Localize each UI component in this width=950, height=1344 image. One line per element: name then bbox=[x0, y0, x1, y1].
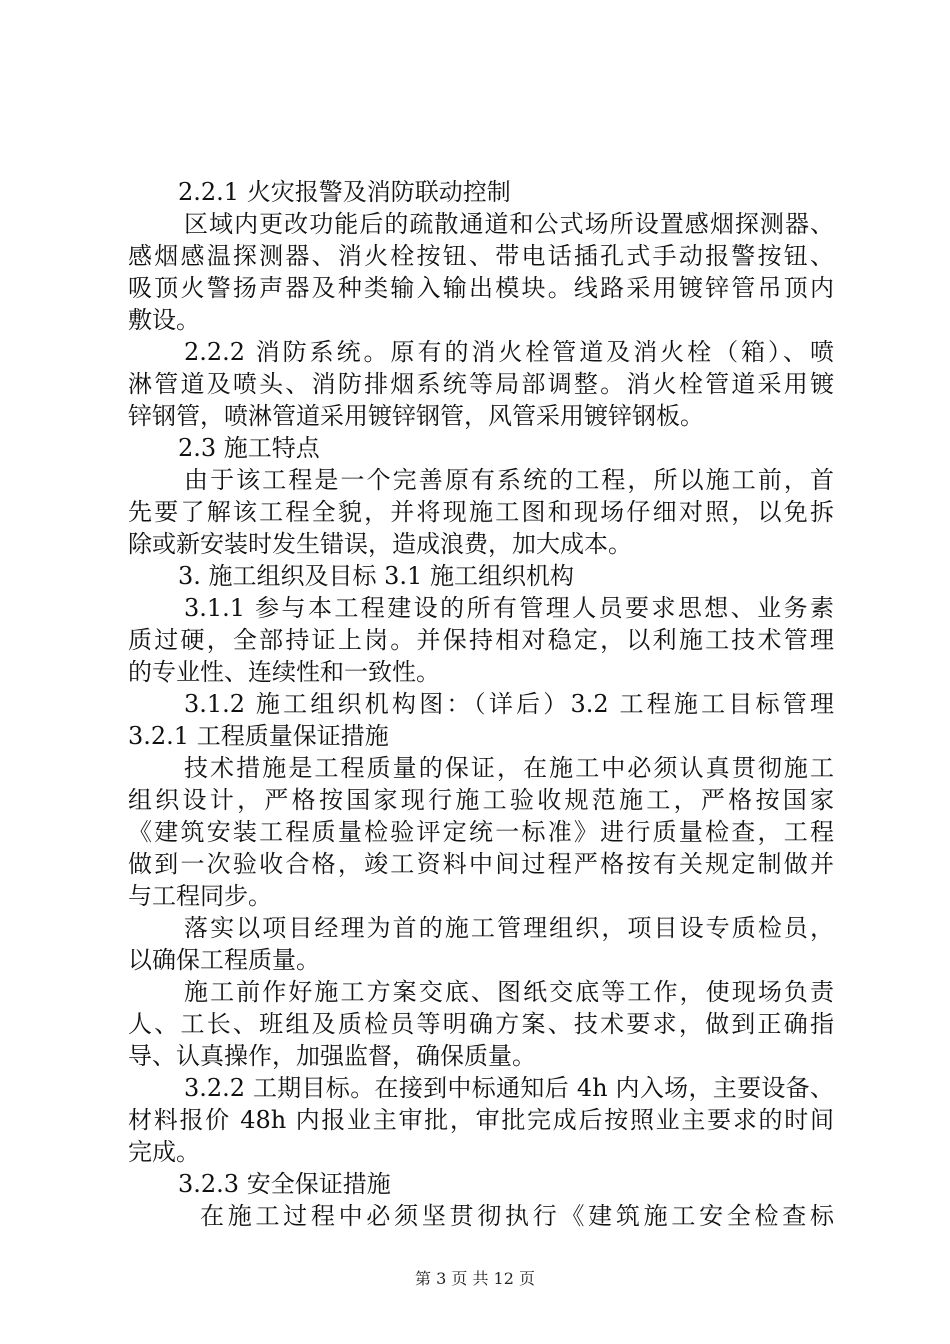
paragraph-line: 组织设计，严格按国家现行施工验收规范施工，严格按国家 bbox=[128, 786, 834, 814]
paragraph-line: 与工程同步。 bbox=[128, 882, 272, 910]
heading-3-2-1: 3.2.1 工程质量保证措施 bbox=[128, 722, 389, 750]
paragraph-line: 的专业性、连续性和一致性。 bbox=[128, 658, 440, 686]
paragraph-line: 3.1.1 参与本工程建设的所有管理人员要求思想、业务素 bbox=[184, 594, 834, 622]
heading-3: 3. 施工组织及目标 3.1 施工组织机构 bbox=[178, 562, 574, 590]
paragraph-line: 先要了解该工程全貌，并将现施工图和现场仔细对照，以免拆 bbox=[128, 498, 834, 526]
paragraph-line: 完成。 bbox=[128, 1138, 200, 1166]
heading-2-2-1: 2.2.1 火灾报警及消防联动控制 bbox=[178, 178, 511, 206]
paragraph-line: 3.2.2 工期目标。在接到中标通知后 4h 内入场，主要设备、 bbox=[184, 1074, 834, 1102]
paragraph-line: 区域内更改功能后的疏散通道和公式场所设置感烟探测器、 bbox=[184, 210, 834, 238]
paragraph-line: 以确保工程质量。 bbox=[128, 946, 320, 974]
paragraph-line: 在施工过程中必须坚贯彻执行《建筑施工安全检查标 bbox=[200, 1202, 834, 1230]
paragraph-line: 淋管道及喷头、消防排烟系统等局部调整。消火栓管道采用镀 bbox=[128, 370, 834, 398]
paragraph-line: 感烟感温探测器、消火栓按钮、带电话插孔式手动报警按钮、 bbox=[128, 242, 834, 270]
heading-2-3: 2.3 施工特点 bbox=[178, 434, 320, 462]
paragraph-line: 材料报价 48h 内报业主审批，审批完成后按照业主要求的时间 bbox=[128, 1106, 834, 1134]
paragraph-line: 质过硬，全部持证上岗。并保持相对稳定，以利施工技术管理 bbox=[128, 626, 834, 654]
paragraph-line: 除或新安装时发生错误，造成浪费，加大成本。 bbox=[128, 530, 632, 558]
paragraph-line: 技术措施是工程质量的保证，在施工中必须认真贯彻施工 bbox=[184, 754, 834, 782]
paragraph-line: 2.2.2 消防系统。原有的消火栓管道及消火栓（箱）、喷 bbox=[184, 338, 834, 366]
page-footer bbox=[0, 1268, 950, 1290]
paragraph-line: 敷设。 bbox=[128, 306, 200, 334]
paragraph-line: 做到一次验收合格，竣工资料中间过程严格按有关规定制做并 bbox=[128, 850, 834, 878]
paragraph-line: 3.1.2 施工组织机构图：（详后）3.2 工程施工目标管理 bbox=[184, 690, 834, 718]
paragraph-line: 导、认真操作，加强监督，确保质量。 bbox=[128, 1042, 536, 1070]
paragraph-line: 由于该工程是一个完善原有系统的工程，所以施工前，首 bbox=[184, 466, 834, 494]
paragraph-line: 施工前作好施工方案交底、图纸交底等工作，使现场负责 bbox=[184, 978, 834, 1006]
heading-3-2-3: 3.2.3 安全保证措施 bbox=[178, 1170, 391, 1198]
paragraph-line: 锌钢管，喷淋管道采用镀锌钢管，风管采用镀锌钢板。 bbox=[128, 402, 704, 430]
paragraph-line: 《建筑安装工程质量检验评定统一标准》进行质量检查，工程 bbox=[128, 818, 834, 846]
document-body bbox=[128, 176, 834, 1232]
paragraph-line: 落实以项目经理为首的施工管理组织，项目设专质检员， bbox=[184, 914, 834, 942]
paragraph-line: 吸顶火警扬声器及种类输入输出模块。线路采用镀锌管吊顶内 bbox=[128, 274, 834, 302]
page-number-label: 第 3 页 共 12 页 bbox=[415, 1269, 535, 1288]
paragraph-line: 人、工长、班组及质检员等明确方案、技术要求，做到正确指 bbox=[128, 1010, 834, 1038]
